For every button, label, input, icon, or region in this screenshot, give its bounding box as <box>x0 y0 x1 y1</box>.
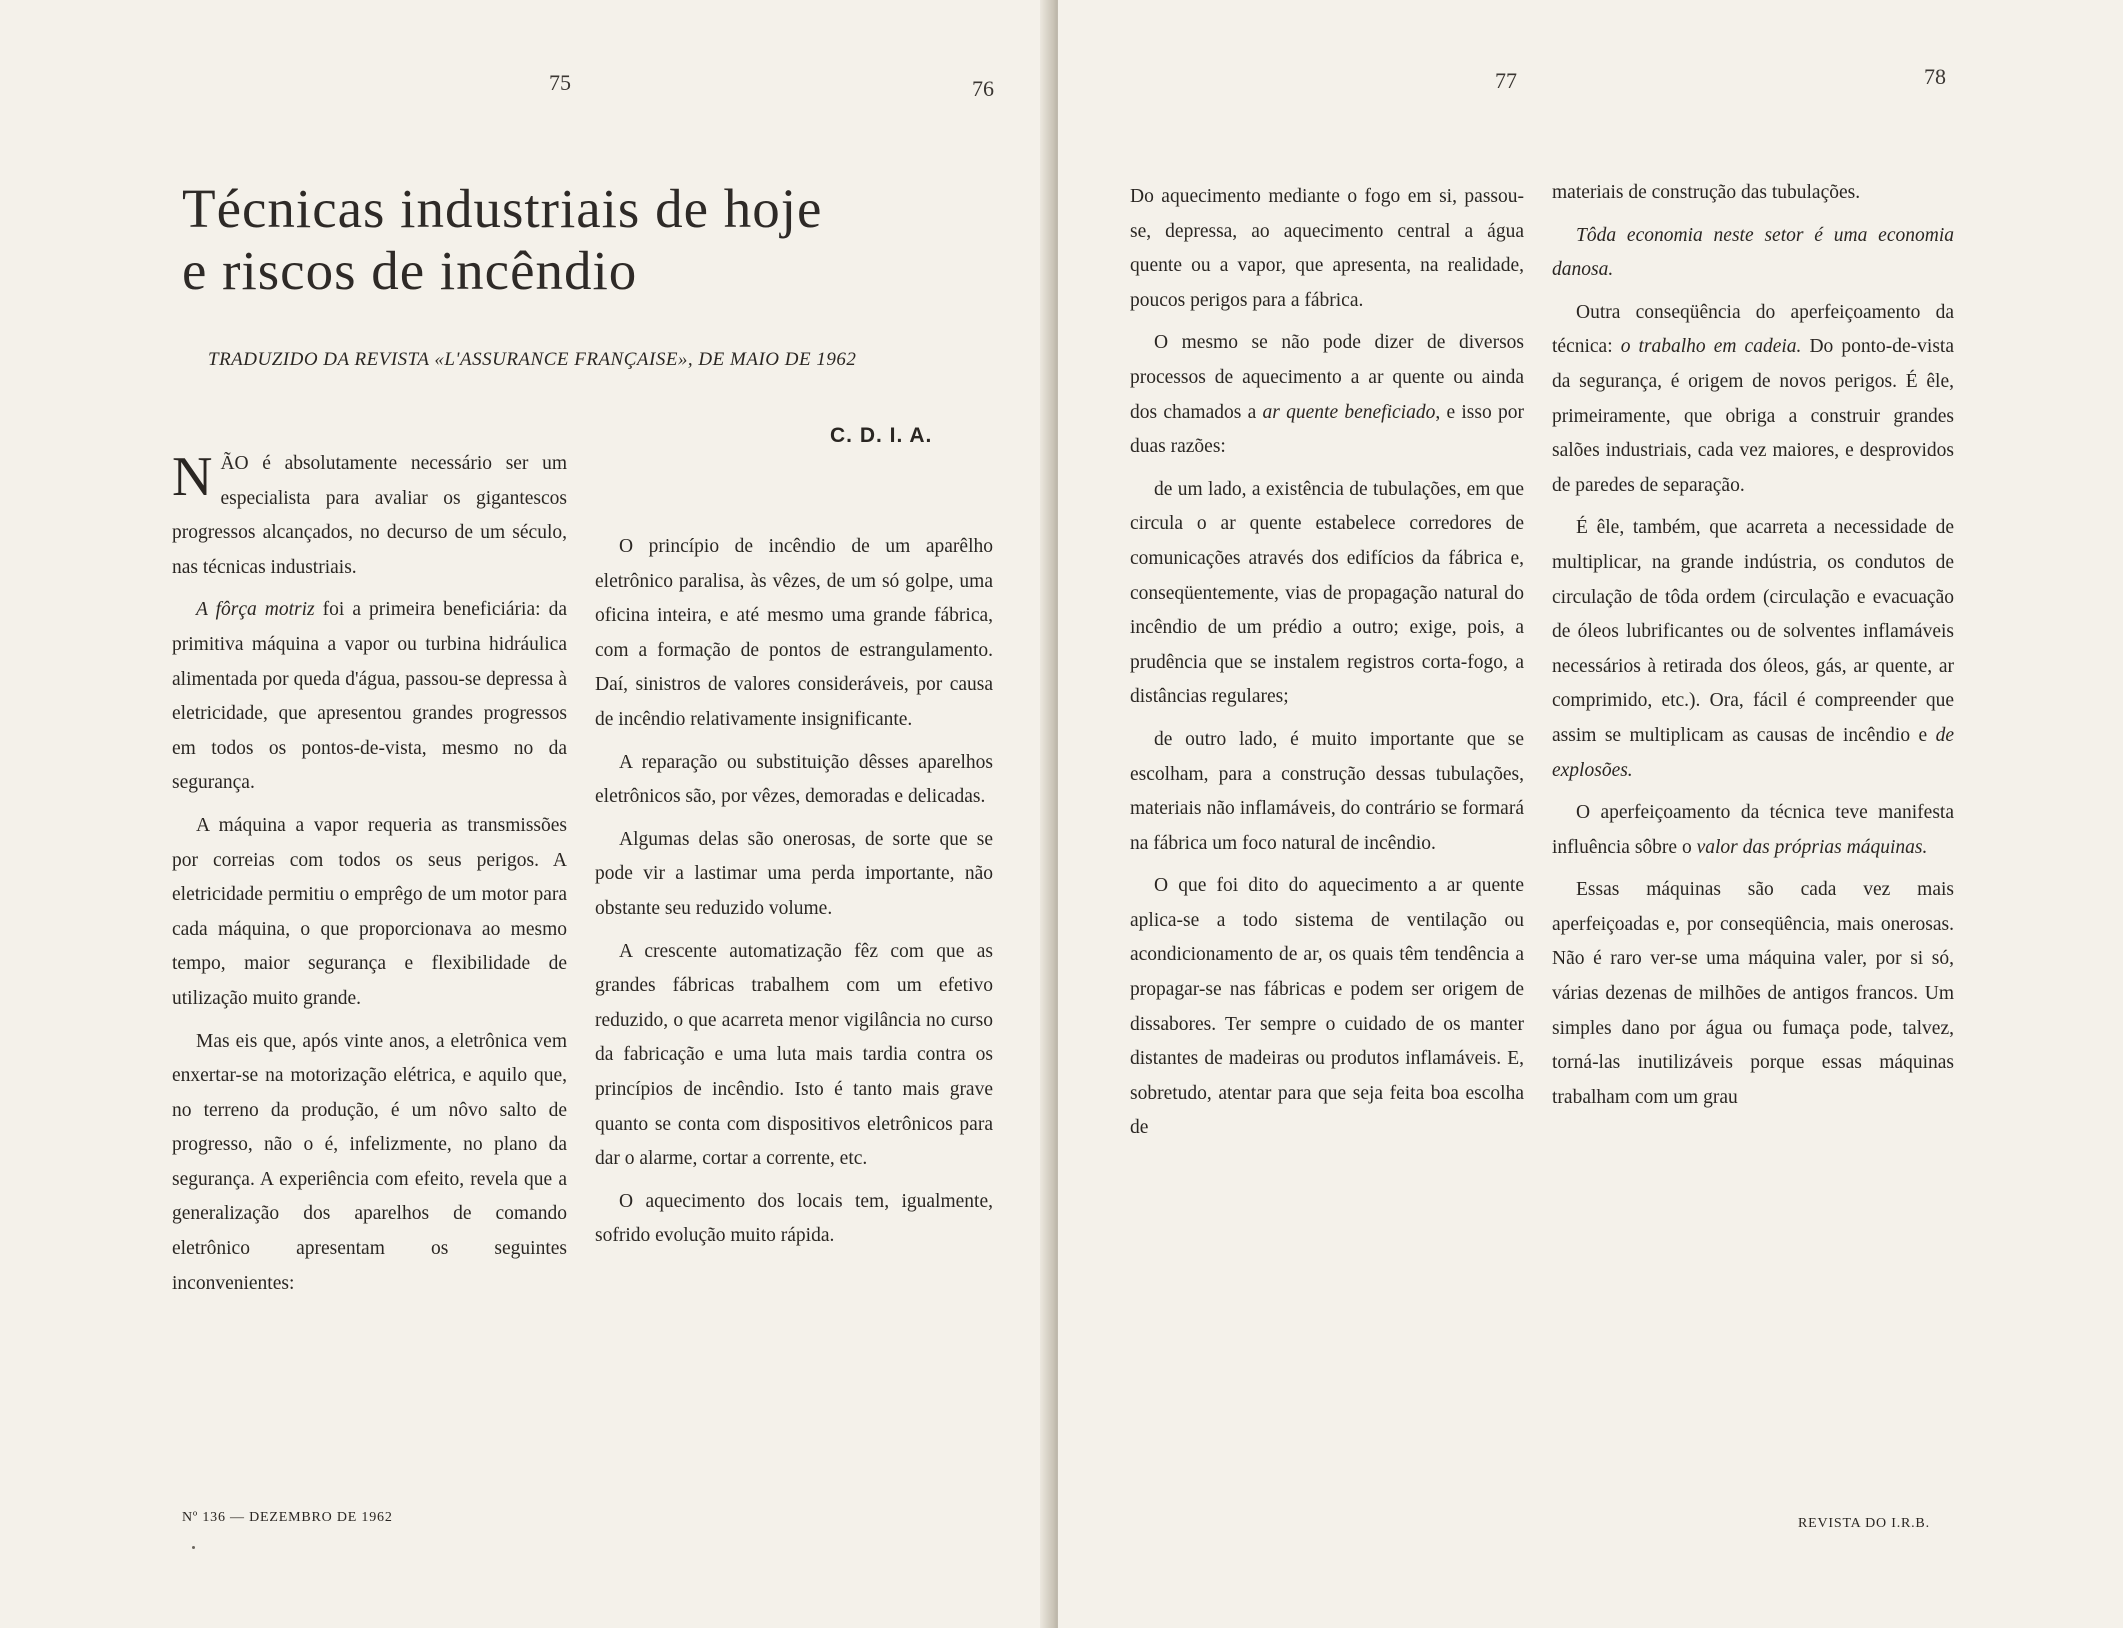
right-page <box>1058 0 2123 1628</box>
paper-speck <box>192 1546 195 1549</box>
paragraph: A reparação ou substituição dêsses aparelhos eletrônicos são, por vêzes, demoradas e delicadas. <box>595 751 993 808</box>
footer-publication: REVISTA DO I.R.B. <box>1798 1516 1930 1531</box>
paragraph: O que foi dito do aquecimento a ar quente aplica-se a todo sistema de ventilação ou acondicionamento de ar, os quais têm tendência a propagar-se nas fábricas e podem ser origem de dissabores. Ter sempre o cuidado de os manter distantes de madeiras ou produtos inflamáveis. E, sobretudo, atentar para que seja feita boa escolha de <box>1130 875 1524 1139</box>
paragraph: A máquina a vapor requeria as transmissões por correias com todos os seus perigos. A eletricidade permitiu o emprêgo de um motor para cada máquina, o que proporcionava ao mesmo tempo, maior segurança e flexibilidade de utilização muito grande. <box>172 814 567 1009</box>
page-number-78: 78 <box>1924 64 1946 89</box>
paragraph: A fôrça motriz foi a primeira beneficiária: da primitiva máquina a vapor ou turbina hidráulica alimentada por queda d'água, passou-se depressa à eletricidade, que apresentou grandes progressos em todos os pontos-de-vista, mesmo no da segurança. <box>172 599 567 794</box>
text-column-4 <box>1552 176 1954 1123</box>
paragraph: NÃO é absolutamente necessário ser um especialista para avaliar os gigantescos progressos alcançados, no decurso de um século, nas técnicas industriais. <box>172 446 567 578</box>
paragraph: O aquecimento dos locais tem, igualmente, sofrido evolução muito rápida. <box>595 1190 993 1247</box>
paragraph: Mas eis que, após vinte anos, a eletrônica vem enxertar-se na motorização elétrica, e aquilo que, no terreno da produção, é um nôvo salto de progresso, não o é, infelizmente, no plano da segurança. A experiência com efeito, revela que a generalização dos aparelhos de comando eletrônico apresentam os seguintes inconvenientes: <box>172 1030 567 1294</box>
article-title <box>182 178 1002 302</box>
paragraph: O mesmo se não pode dizer de diversos processos de aquecimento a ar quente ou ainda dos chamados a ar quente beneficiado, e isso por duas razões: <box>1130 332 1524 458</box>
text-column-2 <box>595 530 993 1262</box>
article-subtitle: TRADUZIDO DA REVISTA «L'ASSURANCE FRANÇAISE», DE MAIO DE 1962 <box>208 349 857 370</box>
paragraph: Tôda economia neste setor é uma economia danosa. <box>1552 224 1954 281</box>
text-column-3 <box>1130 180 1524 1154</box>
page-number-76: 76 <box>972 76 994 101</box>
title-line-2: e riscos de incêndio <box>182 240 638 301</box>
article-author: C. D. I. A. <box>830 424 933 447</box>
paragraph: de um lado, a existência de tubulações, em que circula o ar quente estabelece corredores de comunicações através dos edifícios da fábrica e, conseqüentemente, vias de propagação natural do incêndio de um prédio a outro; exige, pois, a prudência que se instalem registros corta-fogo, a distâncias regulares; <box>1130 478 1524 708</box>
footer-issue: Nº 136 — DEZEMBRO DE 1962 <box>182 1510 393 1525</box>
paragraph: Algumas delas são onerosas, de sorte que se pode vir a lastimar uma perda importante, não obstante seu reduzido volume. <box>595 828 993 919</box>
paragraph: Essas máquinas são cada vez mais aperfeiçoadas e, por conseqüência, mais onerosas. Não é raro ver-se uma máquina valer, por si só, várias dezenas de milhões de antigos francos. Um simples dano por água ou fumaça pode, talvez, torná-las inutilizáveis porque essas máquinas trabalham com um grau <box>1552 879 1954 1108</box>
paragraph: de outro lado, é muito importante que se escolham, para a construção dessas tubulações, materiais não inflamáveis, do contrário se formará na fábrica um foco natural de incêndio. <box>1130 728 1524 854</box>
page-number-77: 77 <box>1495 68 1517 93</box>
title-line-1: Técnicas industriais de hoje <box>182 178 823 239</box>
left-page <box>0 0 1052 1628</box>
paragraph: É êle, também, que acarreta a necessidade de multiplicar, na grande indústria, os condutos de circulação de tôda ordem (circulação e evacuação de óleos lubrificantes ou de solventes inflamáveis necessários à retirada dos óleos, gás, ar quente, ar comprimido, etc.). Ora, fácil é compreender que assim se multiplicam as causas de incêndio e de explosões. <box>1552 517 1954 781</box>
paragraph: O aperfeiçoamento da técnica teve manifesta influência sôbre o valor das próprias máquinas. <box>1552 802 1954 858</box>
page-number-75: 75 <box>549 70 571 95</box>
paragraph: Outra conseqüência do aperfeiçoamento da técnica: o trabalho em cadeia. Do ponto-de-vista da segurança, é origem de novos perigos. É êle, primeiramente, que obriga a construir grandes salões industriais, cada vez maiores, e desprovidos de paredes de separação. <box>1552 301 1954 496</box>
paragraph: Do aquecimento mediante o fogo em si, passou-se, depressa, ao aquecimento central a água quente ou a vapor, que apresenta, na realidade, poucos perigos para a fábrica. <box>1130 186 1524 311</box>
paragraph: materiais de construção das tubulações. <box>1552 182 1861 203</box>
drop-cap: N <box>172 446 213 508</box>
paragraph: O princípio de incêndio de um aparêlho eletrônico paralisa, às vêzes, de um só golpe, uma oficina inteira, e até mesmo uma grande fábrica, com a formação de pontos de estrangulamento. Daí, sinistros de valores consideráveis, por causa de incêndio relativamente insignificante. <box>595 536 993 730</box>
text-column-1 <box>172 447 567 1309</box>
paragraph: A crescente automatização fêz com que as grandes fábricas trabalhem com um efetivo reduzido, o que acarreta menor vigilância no curso da fabricação e uma luta mais tardia contra os princípios de incêndio. Isto é tanto mais grave quanto se conta com dispositivos eletrônicos para dar o alarme, cortar a corrente, etc. <box>595 940 993 1170</box>
